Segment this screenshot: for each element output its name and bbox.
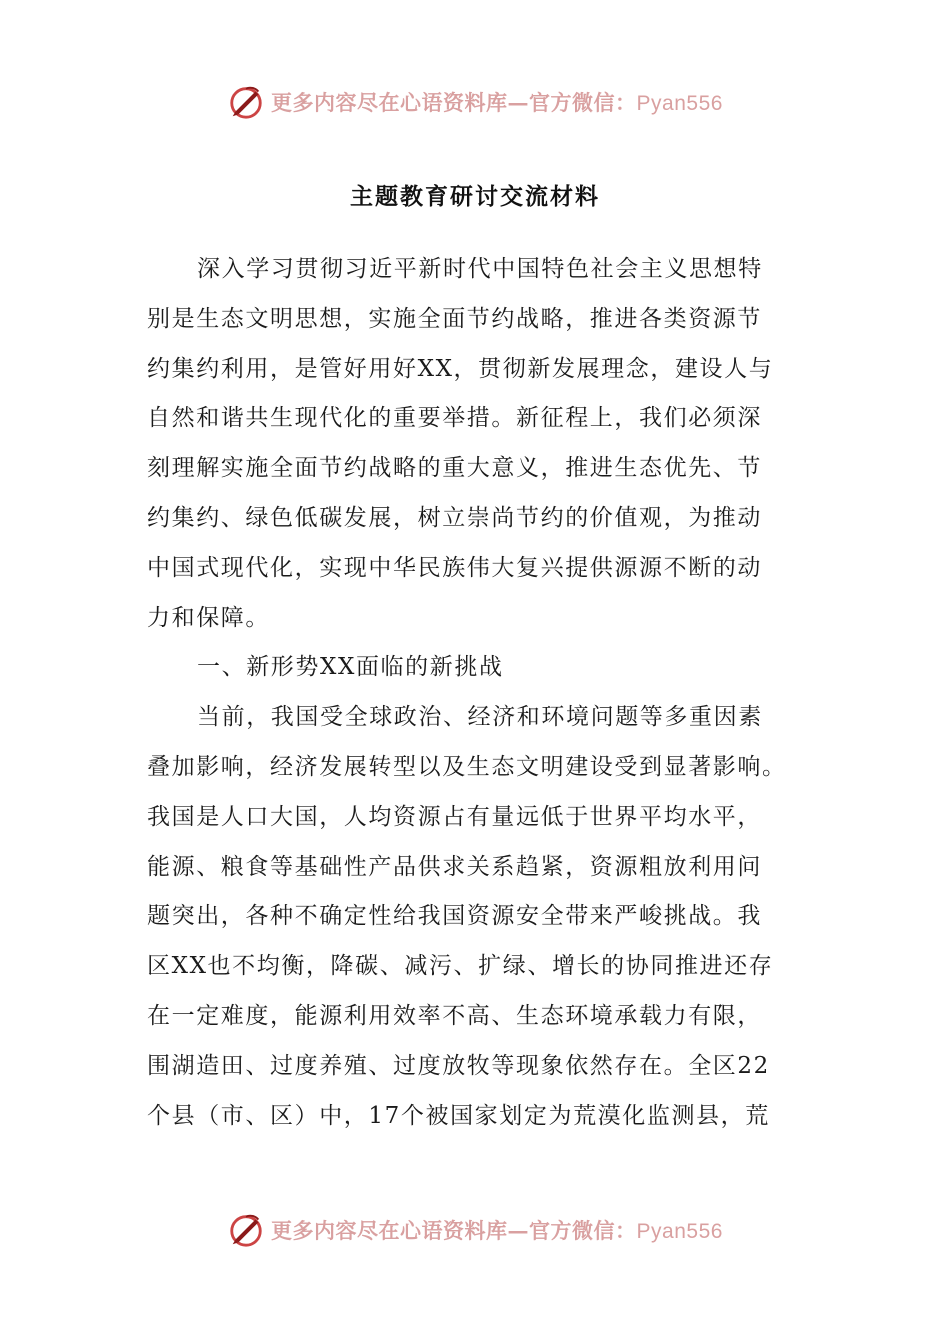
document-body [147, 245, 807, 1141]
document-title: 主题教育研讨交流材料 [350, 183, 600, 210]
wechat-id: Pyan556 [636, 92, 723, 115]
text-line: 围湖造田、过度养殖、过度放牧等现象依然存在。全区22 [147, 1052, 770, 1079]
text-line: 叠加影响，经济发展转型以及生态文明建设受到显著影响。 [147, 753, 787, 780]
text-line: 我国是人口大国，人均资源占有量远低于世界平均水平， [147, 803, 762, 830]
text-line: 中国式现代化，实现中华民族伟大复兴提供源源不断的动 [147, 554, 762, 581]
pen-logo-icon [227, 83, 265, 121]
text-line: 约集约利用，是管好用好XX，贯彻新发展理念，建设人与 [147, 355, 774, 382]
text-line: 当前，我国受全球政治、经济和环境问题等多重因素 [197, 704, 763, 731]
text-line: 深入学习贯彻习近平新时代中国特色社会主义思想特 [197, 256, 763, 282]
text-line: 自然和谐共生现代化的重要举措。新征程上，我们必须深 [147, 405, 762, 432]
text-line: 在一定难度，能源利用效率不高、生态环境承载力有限， [147, 1002, 762, 1029]
watermark-text: 更多内容尽在心语资料库—官方微信：Pyan556 [271, 90, 723, 115]
pen-logo-icon [227, 1211, 265, 1249]
text-line: 个县（市、区）中，17个被国家划定为荒漠化监测县，荒 [147, 1102, 770, 1129]
section-heading: 一、新形势XX面临的新挑战 [197, 654, 504, 681]
text-line: 刻理解实施全面节约战略的重大意义，推进生态优先、节 [147, 455, 762, 482]
text-line: 别是生态文明思想，实施全面节约战略，推进各类资源节 [147, 305, 762, 332]
text-line: 力和保障。 [147, 604, 270, 631]
watermark-header [0, 80, 950, 124]
text-line: 题突出，各种不确定性给我国资源安全带来严峻挑战。我 [147, 903, 762, 930]
wechat-id: Pyan556 [636, 1220, 723, 1243]
text-line: 能源、粮食等基础性产品供求关系趋紧，资源粗放利用问 [147, 853, 762, 880]
text-line: 约集约、绿色低碳发展，树立崇尚节约的价值观，为推动 [147, 504, 762, 531]
watermark-footer [0, 1208, 950, 1252]
watermark-text: 更多内容尽在心语资料库—官方微信：Pyan556 [271, 1218, 723, 1243]
text-line: 区XX也不均衡，降碳、减污、扩绿、增长的协同推进还存 [147, 953, 774, 980]
